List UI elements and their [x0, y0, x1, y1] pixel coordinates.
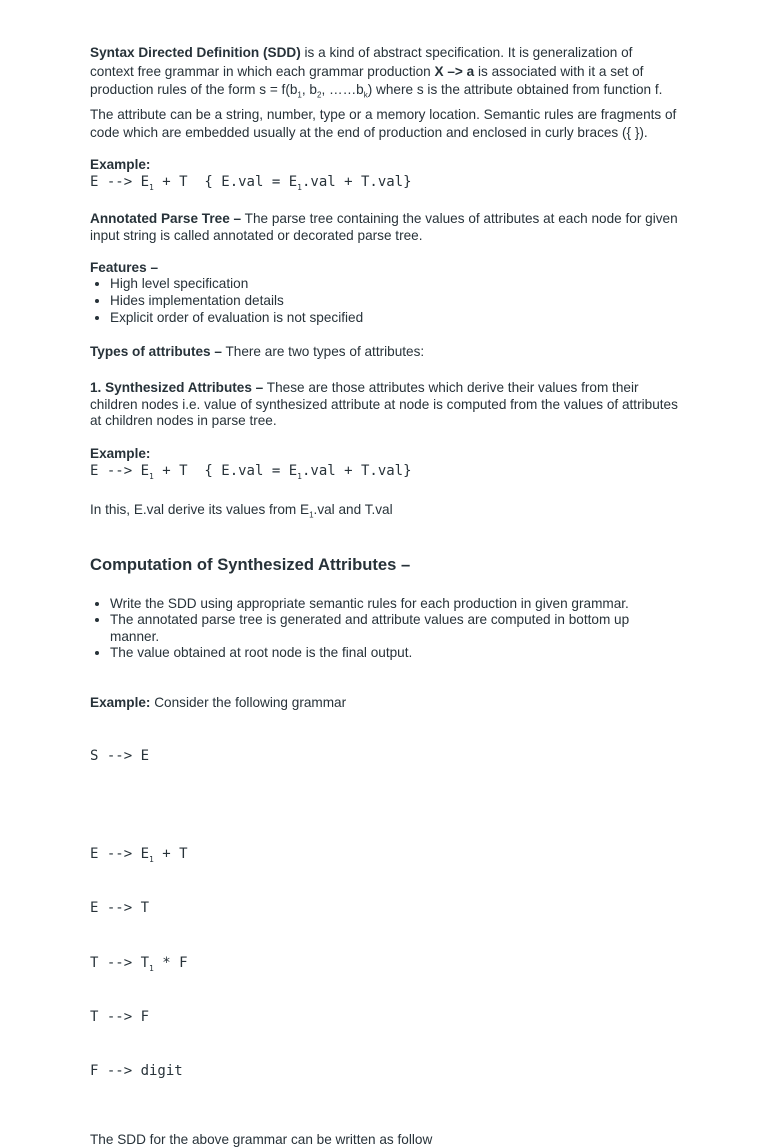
grammar-line: E --> $E_1 + T$ [90, 846, 188, 864]
types-paragraph: Types of attributes – There are two types of attributes: [90, 344, 425, 360]
grammar-line: F --> digit [90, 1062, 183, 1079]
types-label: Types of attributes – [90, 344, 222, 360]
synthesized-paragraph: 1. Synthesized Attributes – These are those attributes which derive their values from their children nodes i.e. value of synthesized attribute at node is computed from the values of attributes at children nodes in parse tree. [90, 380, 678, 429]
closing-paragraph: The SDD for the above grammar can be written as follow [90, 1132, 433, 1148]
synthesized-label: 1. Synthesized Attributes – [90, 380, 264, 396]
computation-list [90, 596, 680, 662]
code-line: E --> $E_1 + T$ { $E.val = E_1.val + T.val$} [90, 173, 412, 192]
example-block-1 [90, 157, 680, 197]
derive-paragraph: In this, E.val derive its values from $E_1.val$ and T.val [90, 501, 393, 520]
grammar-line: E --> T [90, 900, 150, 917]
example-label: Example: [90, 694, 151, 710]
production-symbol: X –> a [434, 63, 475, 79]
annotated-paragraph: Annotated Parse Tree – The parse tree containing the values of attributes at each node for given input string is called annotated or decorated parse tree. [90, 211, 678, 244]
list-item: • The annotated parse tree is generated and attribute values are computed in bottom up manner. [110, 612, 680, 645]
sdd-term: Syntax Directed Definition (SDD) [90, 45, 301, 60]
section-heading: Computation of Synthesized Attributes – [90, 554, 411, 574]
list-item: • Write the SDD using appropriate semantic rules for each production in given grammar. [110, 596, 680, 613]
intro-paragraph: Syntax Directed Definition (SDD) is a kind of abstract specification. It is generalization of context free grammar in which each grammar production X –> a is associated with it a set of production rules of the form $s = f(b_1$, $b_2$, $\dots\dots b_k$) where s is the attribute obtained from function f. The attribute can be a string, number, type or a memory location. Semantic rules are fragments of code which are embedded usually at the end of production and enclosed in curly braces ({ }). [90, 45, 677, 141]
example-block-3 [90, 695, 680, 1116]
example-label: Example: [90, 446, 151, 462]
example-intro: Example: Consider the following grammar [90, 694, 347, 710]
grammar-line: S --> E [90, 747, 150, 764]
list-item: • The value obtained at root node is the final output. [110, 645, 680, 662]
grammar-line: T --> F [90, 1008, 150, 1025]
document-body [90, 44, 680, 1148]
list-item: • Hides implementation details [110, 293, 680, 310]
example-block-2 [90, 446, 680, 486]
example-label: Example: [90, 156, 151, 172]
features-block [90, 260, 680, 326]
grammar-line: T --> $T_1$ * F [90, 954, 188, 973]
features-label: Features – [90, 260, 159, 276]
features-list [90, 276, 680, 326]
annotated-label: Annotated Parse Tree – [90, 211, 242, 227]
list-item: • Explicit order of evaluation is not specified [110, 310, 680, 327]
grammar-block [90, 711, 680, 1116]
list-item: • High level specification [110, 276, 680, 293]
code-line: E --> $E_1 + T$ { $E.val = E_1.val + T.val$} [90, 463, 412, 481]
